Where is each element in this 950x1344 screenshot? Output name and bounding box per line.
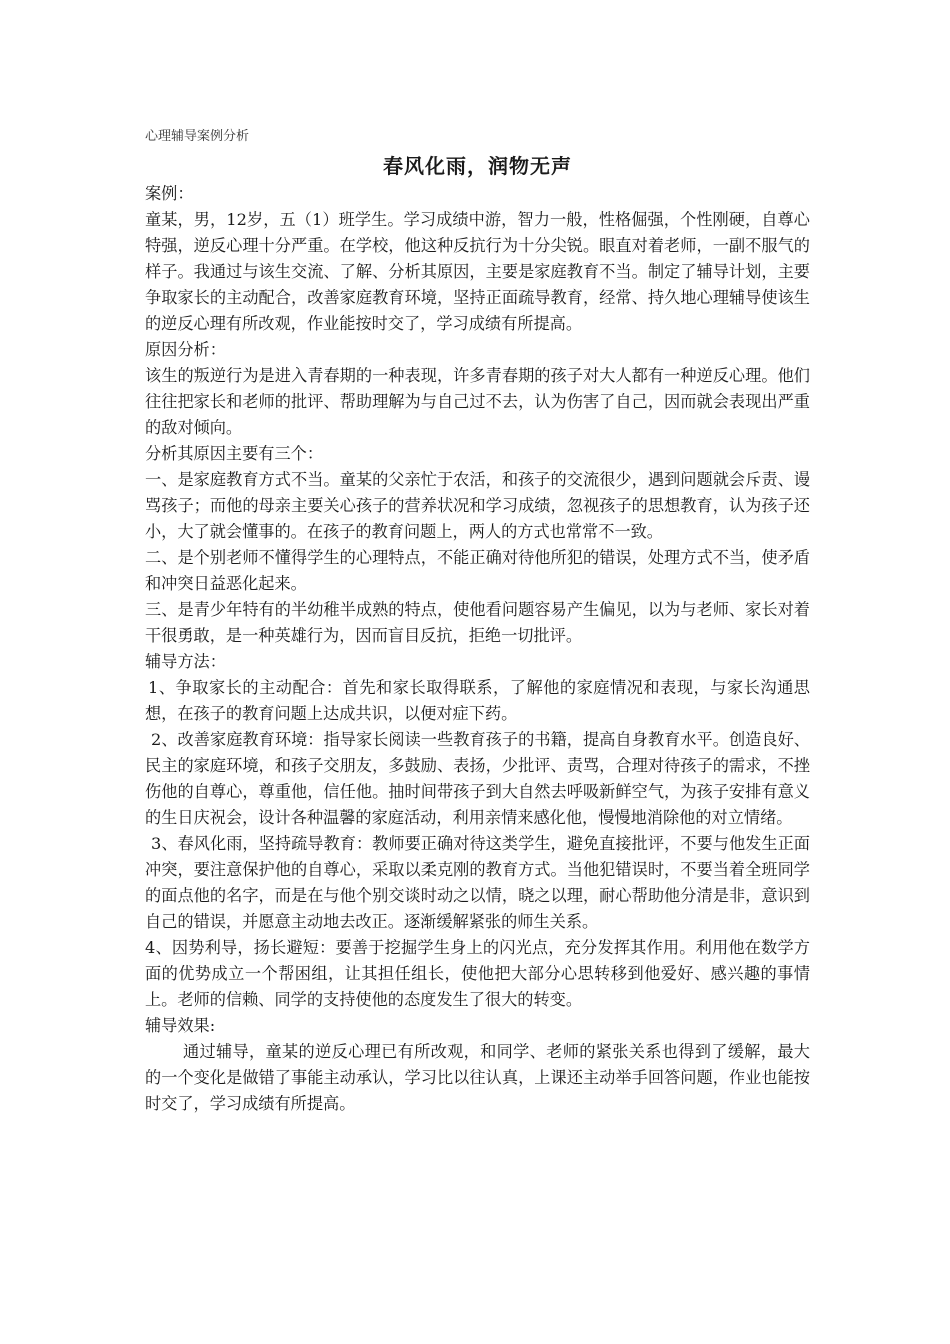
method-item-3: 3、春风化雨，坚持疏导教育：教师要正确对待这类学生，避免直接批评，不要与他发生正面冲突，要注意保护他的自尊心，采取以柔克刚的教育方式。当他犯错误时，不要当着全班同学的面点他的名字，而是在与他个别交谈时动之以情，晓之以理，耐心帮助他分清是非，意识到自己的错误，并愿意主动地去改正。逐渐缓解紧张的师生关系。: [145, 834, 810, 931]
case-paragraph: 童某，男，12岁，五（1）班学生。学习成绩中游，智力一般，性格倔强，个性刚硬，自尊心特强，逆反心理十分严重。在学校，他这种反抗行为十分尖锐。眼直对着老师，一副不服气的样子。我通过与该生交流、了解、分析其原因，主要是家庭教育不当。制定了辅导计划，主要争取家长的主动配合，改善家庭教育环境，坚持正面疏导教育，经常、持久地心理辅导使该生的逆反心理有所改观，作业能按时交了，学习成绩有所提高。: [145, 210, 810, 333]
effect-paragraph: 通过辅导，童某的逆反心理已有所改观，和同学、老师的紧张关系也得到了缓解，最大的一个变化是做错了事能主动承认，学习比以往认真，上课还主动举手回答问题，作业也能按时交了，学习成绩有所提高。: [145, 1042, 810, 1113]
cause-item-1: 一、是家庭教育方式不当。童某的父亲忙于农活，和孩子的交流很少，遇到问题就会斥责、谩骂孩子；而他的母亲主要关心孩子的营养状况和学习成绩，忽视孩子的思想教育，认为孩子还小，大了就会懂事的。在孩子的教育问题上，两人的方式也常常不一致。: [145, 470, 810, 541]
effect-heading: 辅导效果:: [145, 1016, 216, 1035]
cause-heading: 原因分析：: [145, 340, 226, 359]
method-item-4: 4、因势利导，扬长避短：要善于挖掘学生身上的闪光点，充分发挥其作用。利用他在数学方面的优势成立一个帮困组，让其担任组长，使他把大部分心思转移到他爱好、感兴趣的事情上。老师的信赖、同学的支持使他的态度发生了很大的转变。: [145, 938, 810, 1009]
method-item-1: 1、争取家长的主动配合：首先和家长取得联系，了解他的家庭情况和表现，与家长沟通思想，在孩子的教育问题上达成共识，以便对症下药。: [145, 678, 810, 723]
document-title: 春风化雨，润物无声: [383, 154, 572, 178]
document-page: [145, 128, 810, 1117]
cause-item-2: 二、是个别老师不懂得学生的心理特点，不能正确对待他所犯的错误，处理方式不当，使矛盾和冲突日益恶化起来。: [145, 548, 810, 593]
case-heading: 案例：: [145, 184, 194, 203]
cause-sub-heading: 分析其原因主要有三个：: [145, 444, 324, 463]
cause-paragraph: 该生的叛逆行为是进入青春期的一种表现，许多青春期的孩子对大人都有一种逆反心理。他们往往把家长和老师的批评、帮助理解为与自己过不去，认为伤害了自己，因而就会表现出严重的敌对倾向。: [145, 366, 810, 437]
header-note: 心理辅导案例分析: [145, 129, 250, 144]
method-heading: 辅导方法：: [145, 652, 226, 671]
method-item-2: 2、改善家庭教育环境：指导家长阅读一些教育孩子的书籍，提高自身教育水平。创造良好、民主的家庭环境，和孩子交朋友，多鼓励、表扬，少批评、责骂，合理对待孩子的需求，不挫伤他的自尊心，尊重他，信任他。抽时间带孩子到大自然去呼吸新鲜空气，为孩子安排有意义的生日庆祝会，设计各种温馨的家庭活动，利用亲情来感化他，慢慢地消除他的对立情绪。: [145, 730, 810, 827]
cause-item-3: 三、是青少年特有的半幼稚半成熟的特点，使他看问题容易产生偏见，以为与老师、家长对着干很勇敢，是一种英雄行为，因而盲目反抗，拒绝一切批评。: [145, 600, 810, 645]
